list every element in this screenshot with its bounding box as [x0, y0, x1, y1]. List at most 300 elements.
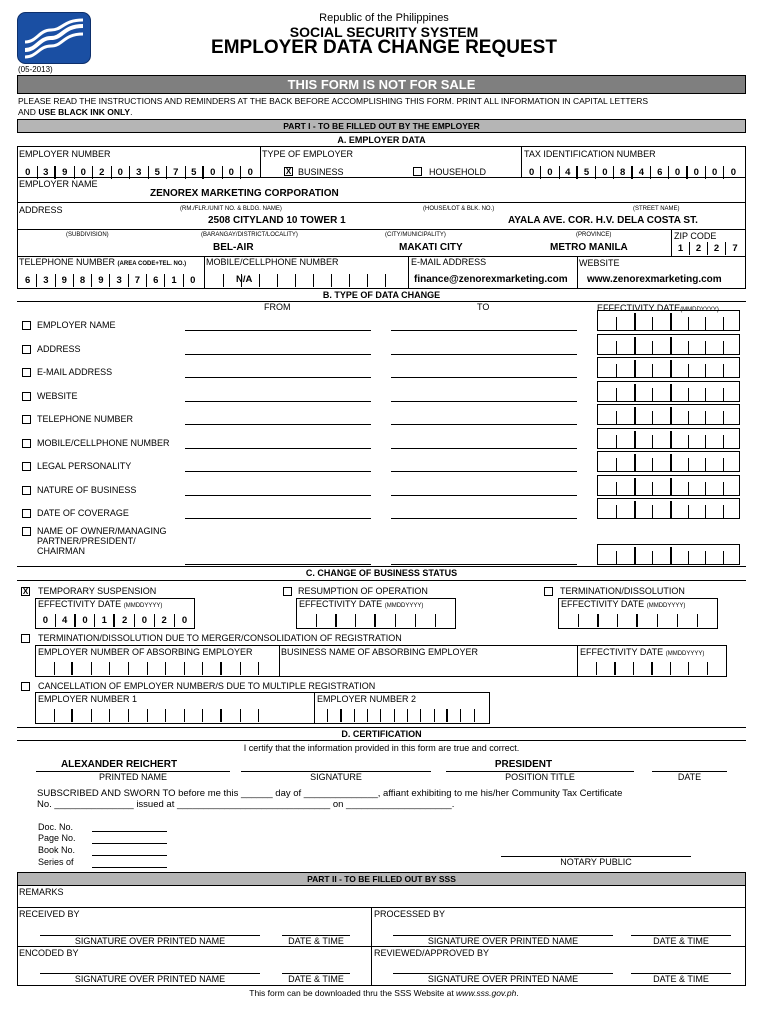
notary-label: NOTARY PUBLIC [560, 857, 632, 867]
digit-cell [222, 709, 241, 722]
digit-cell [148, 662, 167, 675]
date-tick [670, 337, 672, 354]
date-tick [616, 505, 617, 518]
date-tick [634, 431, 636, 448]
date-tick [616, 388, 617, 401]
email-value[interactable]: finance@zenorexmarketing.com [414, 274, 568, 285]
to-field[interactable] [391, 401, 577, 402]
to-field[interactable] [391, 564, 577, 565]
from-field[interactable] [185, 330, 371, 331]
absorb-name-label: BUSINESS NAME OF ABSORBING EMPLOYER [281, 647, 479, 657]
date-tick [723, 411, 724, 424]
date-tick [670, 431, 672, 448]
digit-cell [166, 662, 185, 675]
position-label: POSITION TITLE [505, 772, 575, 782]
date-tick [670, 547, 672, 564]
digit-cell: 6 [19, 274, 37, 287]
digit-cell [315, 709, 328, 722]
date-tick [652, 551, 653, 564]
digit-cell [355, 709, 368, 722]
date-tick [723, 341, 724, 354]
remarks-label: REMARKS [19, 887, 64, 897]
date-tick [705, 482, 706, 495]
to-field[interactable] [391, 377, 577, 378]
digit-cell: 3 [37, 274, 55, 287]
addr-brgy-label: (BARANGAY/DISTRICT/LOCALITY) [201, 232, 298, 238]
change-checkbox[interactable] [22, 392, 31, 401]
digit-cell: 8 [74, 274, 92, 287]
digit-cell: 9 [56, 166, 75, 179]
to-label: TO [477, 302, 490, 312]
reviewed-sig-label: SIGNATURE OVER PRINTED NAME [427, 974, 579, 984]
from-field[interactable] [185, 377, 371, 378]
instructions-line2: AND USE BLACK INK ONLY. [18, 107, 133, 117]
date-tick [705, 458, 706, 471]
date-tick [616, 364, 617, 377]
from-field[interactable] [185, 448, 371, 449]
from-label: FROM [264, 302, 291, 312]
date-tick [634, 501, 636, 518]
reviewed-date-label: DATE & TIME [653, 974, 709, 984]
date-tick [616, 411, 617, 424]
digit-cell [616, 662, 634, 675]
address-label: ADDRESS [19, 205, 63, 215]
digit-cell: 0 [135, 614, 155, 627]
digit-cell [206, 274, 224, 287]
date-tick [705, 317, 706, 330]
date-tick [652, 341, 653, 354]
printed-name-label: PRINTED NAME [98, 772, 167, 782]
effectivity-date-field[interactable] [597, 475, 740, 496]
date-tick [688, 551, 689, 564]
employer-name-label: EMPLOYER NAME [19, 179, 98, 189]
digit-cell [185, 709, 204, 722]
date-tick [688, 411, 689, 424]
date-tick [688, 435, 689, 448]
effectivity-date-field[interactable] [597, 451, 740, 472]
change-item-label: WEBSITE [37, 391, 78, 401]
date-tick [705, 411, 706, 424]
digit-cell: 8 [614, 166, 632, 179]
change-checkbox[interactable] [22, 509, 31, 518]
date-tick [634, 478, 636, 495]
addr-prov-value[interactable]: METRO MANILA [550, 242, 628, 253]
digit-cell: 0 [669, 166, 687, 179]
date-tick [723, 505, 724, 518]
addr-brgy-value[interactable]: BEL-AIR [213, 242, 254, 253]
book-no-label: Book No. [38, 845, 76, 855]
termination-eff-date-label: EFFECTIVITY DATE (MMDDYYYY) [561, 599, 686, 609]
digit-cell: 5 [186, 166, 205, 179]
date-tick [705, 435, 706, 448]
date-tick [688, 317, 689, 330]
date-tick [705, 505, 706, 518]
date-tick [688, 388, 689, 401]
form-code: (05-2013) [18, 65, 53, 74]
effectivity-date-field[interactable] [597, 498, 740, 519]
date-tick [705, 364, 706, 377]
change-item-label: LEGAL PERSONALITY [37, 461, 132, 471]
date-tick [723, 388, 724, 401]
from-field[interactable] [185, 564, 371, 565]
mobile-value: N/A [236, 274, 253, 285]
date-tick [634, 337, 636, 354]
digit-cell: 0 [19, 166, 38, 179]
household-label: HOUSEHOLD [429, 167, 487, 177]
date-tick [688, 505, 689, 518]
agency-name: SOCIAL SECURITY SYSTEM [289, 24, 479, 40]
date-tick [652, 364, 653, 377]
addr-city-label: (CITY/MUNICIPALITY) [385, 232, 446, 238]
digit-cell: 0 [76, 614, 96, 627]
date-tick [652, 411, 653, 424]
merger-label: TERMINATION/DISSOLUTION DUE TO MERGER/CONSOLIDATION OF REGISTRATION [38, 633, 402, 643]
digit-cell [597, 662, 615, 675]
digit-cell [368, 709, 381, 722]
date-tick [670, 407, 672, 424]
to-field[interactable] [391, 518, 577, 519]
digit-cell [222, 662, 241, 675]
digit-cell: 1 [95, 614, 115, 627]
digit-cell [435, 709, 448, 722]
digit-cell [260, 274, 278, 287]
digit-cell [416, 614, 436, 627]
date-tick [705, 551, 706, 564]
digit-cell: 0 [75, 166, 94, 179]
change-checkbox[interactable] [22, 462, 31, 471]
sss-website-link[interactable]: www.sss.gov.ph [456, 988, 517, 998]
digit-cell [708, 662, 726, 675]
change-checkbox[interactable] [22, 527, 31, 536]
digit-cell [579, 662, 597, 675]
digit-cell [396, 614, 416, 627]
date-tick [670, 454, 672, 471]
part2-header: PART II - TO BE FILLED OUT BY SSS [17, 872, 746, 886]
digit-cell: 2 [115, 614, 135, 627]
digit-cell [241, 709, 260, 722]
change-item-label: MOBILE/CELLPHONE NUMBER [37, 438, 170, 448]
temp-eff-date-field[interactable] [36, 614, 194, 627]
date-tick [634, 313, 636, 330]
tin-label: TAX IDENTIFICATION NUMBER [524, 149, 656, 159]
cancellation-checkbox[interactable] [21, 682, 30, 691]
change-item-label: PARTNER/PRESIDENT/ [37, 536, 136, 546]
business-checkbox[interactable]: X [285, 167, 292, 176]
employer-name-value[interactable]: ZENOREX MARKETING CORPORATION [150, 188, 339, 199]
date-tick [670, 313, 672, 330]
addr-city-value[interactable]: MAKATI CITY [399, 242, 463, 253]
digit-cell [73, 662, 92, 675]
digit-cell: 0 [730, 167, 737, 178]
cancellation-label: CANCELLATION OF EMPLOYER NUMBER/S DUE TO MULTIPLE REGISTRATION [38, 681, 376, 691]
absorb-number-field[interactable] [36, 662, 278, 675]
digit-cell: 2 [708, 242, 726, 255]
termination-eff-date-field[interactable] [559, 614, 717, 627]
digit-cell [296, 274, 314, 287]
digit-cell: 3 [130, 166, 149, 179]
digit-cell [36, 709, 55, 722]
digit-cell [342, 709, 355, 722]
digit-cell [678, 614, 698, 627]
digit-cell: 0 [181, 615, 188, 626]
digit-cell: 9 [92, 274, 110, 287]
change-checkbox[interactable] [22, 321, 31, 330]
date-tick [616, 482, 617, 495]
addr-subd-label: (SUBDIVISION) [66, 232, 109, 238]
date-tick [723, 482, 724, 495]
digit-cell [36, 662, 55, 675]
effectivity-date-field[interactable] [597, 544, 740, 565]
absorb-eff-date-label: EFFECTIVITY DATE (MMDDYYYY) [580, 647, 705, 657]
digit-cell: 0 [36, 614, 56, 627]
date-tick [723, 364, 724, 377]
digit-cell [350, 274, 368, 287]
household-checkbox[interactable] [413, 167, 422, 176]
employer-number-label: EMPLOYER NUMBER [19, 149, 111, 159]
change-item-label: NAME OF OWNER/MANAGING [37, 526, 167, 536]
from-field[interactable] [185, 518, 371, 519]
telephone-field[interactable] [19, 274, 202, 287]
page-no-label: Page No. [38, 833, 76, 843]
digit-cell [448, 709, 461, 722]
zip-code-label: ZIP CODE [674, 231, 717, 241]
change-item-label: TELEPHONE NUMBER [37, 414, 134, 424]
date-tick [616, 341, 617, 354]
digit-cell: 0 [596, 166, 614, 179]
digit-cell: 3 [110, 274, 128, 287]
date-tick [688, 458, 689, 471]
change-item-label: DATE OF COVERAGE [37, 508, 129, 518]
digit-cell: 4 [56, 614, 76, 627]
digit-cell: 7 [129, 274, 147, 287]
processed-by-label: PROCESSED BY [374, 909, 446, 919]
digit-cell [386, 274, 404, 287]
to-field[interactable] [391, 471, 577, 472]
footer-text: This form can be downloaded thru the SSS Website at www.sss.gov.ph. [249, 988, 519, 998]
digit-cell: 0 [112, 166, 131, 179]
certify-text: I certify that the information provided in this form are true and correct. [243, 743, 520, 753]
employer-number-2-label: EMPLOYER NUMBER 2 [317, 694, 417, 704]
from-field[interactable] [185, 495, 371, 496]
digit-cell [92, 662, 111, 675]
temp-suspension-checkbox[interactable]: X [22, 587, 29, 596]
digit-cell [148, 709, 167, 722]
addr-unit-value[interactable]: 2508 CITYLAND 10 TOWER 1 [208, 215, 346, 226]
change-checkbox[interactable] [22, 415, 31, 424]
processed-sig-label: SIGNATURE OVER PRINTED NAME [427, 936, 579, 946]
form-title: EMPLOYER DATA CHANGE REQUEST [211, 37, 557, 58]
digit-cell [395, 709, 408, 722]
digit-cell [579, 614, 599, 627]
digit-cell [356, 614, 376, 627]
date-tick [634, 547, 636, 564]
change-checkbox[interactable] [22, 486, 31, 495]
digit-cell [328, 709, 341, 722]
section-b-title: B. TYPE OF DATA CHANGE [322, 290, 441, 300]
processed-date-label: DATE & TIME [653, 936, 709, 946]
digit-cell [297, 614, 317, 627]
date-tick [616, 435, 617, 448]
employer-number-1-label: EMPLOYER NUMBER 1 [38, 694, 138, 704]
date-tick [652, 458, 653, 471]
tin-field[interactable] [523, 166, 743, 179]
date-tick [723, 435, 724, 448]
type-of-employer-label: TYPE OF EMPLOYER [262, 149, 354, 159]
resumption-eff-date-field[interactable] [297, 614, 455, 627]
addr-prov-label: (PROVINCE) [576, 232, 612, 238]
change-checkbox[interactable] [22, 368, 31, 377]
date-tick [723, 458, 724, 471]
effectivity-date-label: EFFECTIVITY DATE(MMDDYYYY) [597, 303, 719, 313]
doc-no-label: Doc. No. [38, 822, 74, 832]
to-field[interactable] [391, 330, 577, 331]
date-tick [634, 407, 636, 424]
email-label: E-MAIL ADDRESS [411, 257, 487, 267]
date-tick [616, 317, 617, 330]
digit-cell: 9 [56, 274, 74, 287]
signature-label: SIGNATURE [310, 772, 362, 782]
digit-cell [421, 709, 434, 722]
received-by-label: RECEIVED BY [19, 909, 80, 919]
digit-cell [55, 662, 74, 675]
digit-cell [129, 662, 148, 675]
digit-cell: 1 [165, 274, 183, 287]
merger-checkbox[interactable] [21, 634, 30, 643]
digit-cell [259, 662, 278, 675]
encoded-date-label: DATE & TIME [288, 974, 344, 984]
employer-number-field[interactable] [19, 166, 260, 179]
change-checkbox[interactable] [22, 345, 31, 354]
date-tick [616, 458, 617, 471]
digit-cell: 5 [578, 166, 596, 179]
change-item-label: E-MAIL ADDRESS [37, 367, 113, 377]
to-field[interactable] [391, 424, 577, 425]
digit-cell: 7 [732, 243, 738, 254]
effectivity-date-field[interactable] [597, 404, 740, 425]
date-tick [670, 501, 672, 518]
digit-cell: 5 [149, 166, 168, 179]
to-field[interactable] [391, 354, 577, 355]
digit-cell: 0 [204, 166, 223, 179]
digit-cell: 1 [672, 242, 690, 255]
digit-cell: 6 [651, 166, 669, 179]
republic-text: Republic of the Philippines [319, 12, 449, 24]
digit-cell: 4 [633, 166, 651, 179]
digit-cell: 2 [690, 242, 708, 255]
addr-house-label: (HOUSE/LOT & BLK. NO.) [423, 206, 495, 212]
position-value[interactable]: PRESIDENT [494, 759, 553, 770]
digit-cell [618, 614, 638, 627]
website-value[interactable]: www.zenorexmarketing.com [587, 274, 722, 285]
resumption-checkbox[interactable] [283, 587, 292, 596]
printed-name-value[interactable]: ALEXANDER REICHERT [60, 759, 178, 770]
termination-checkbox[interactable] [544, 587, 553, 596]
date-tick [652, 388, 653, 401]
digit-cell: 7 [167, 166, 186, 179]
digit-cell: 6 [147, 274, 165, 287]
employer-number-1-field[interactable] [36, 709, 278, 722]
section-d-title: D. CERTIFICATION [341, 729, 422, 739]
digit-cell: 0 [190, 275, 196, 286]
absorb-eff-date-field[interactable] [579, 662, 726, 675]
digit-cell: 0 [706, 166, 724, 179]
digit-cell [332, 274, 350, 287]
digit-cell: 0 [223, 166, 242, 179]
digit-cell [185, 662, 204, 675]
date-tick [616, 551, 617, 564]
date-tick [688, 482, 689, 495]
digit-cell [436, 614, 456, 627]
from-field[interactable] [185, 424, 371, 425]
digit-cell [92, 709, 111, 722]
effectivity-date-field[interactable] [597, 334, 740, 355]
date-label: DATE [677, 772, 702, 782]
digit-cell [259, 709, 278, 722]
change-item-label: ADDRESS [37, 344, 81, 354]
effectivity-date-field[interactable] [597, 357, 740, 378]
instructions-line1: PLEASE READ THE INSTRUCTIONS AND REMINDERS AT THE BACK BEFORE ACCOMPLISHING THIS FORM. PRINT ALL INFORMATION IN CAPITAL LETTERS [18, 96, 649, 106]
digit-cell [203, 662, 222, 675]
zip-code-field[interactable] [672, 242, 744, 255]
to-field[interactable] [391, 448, 577, 449]
digit-cell [475, 709, 488, 722]
effectivity-date-field[interactable] [597, 428, 740, 449]
date-tick [634, 454, 636, 471]
digit-cell [314, 274, 332, 287]
digit-cell [671, 662, 689, 675]
to-field[interactable] [391, 495, 577, 496]
digit-cell: 3 [38, 166, 57, 179]
digit-cell [689, 662, 707, 675]
date-tick [652, 435, 653, 448]
effectivity-date-field[interactable] [597, 381, 740, 402]
from-field[interactable] [185, 401, 371, 402]
from-field[interactable] [185, 471, 371, 472]
encoded-sig-label: SIGNATURE OVER PRINTED NAME [74, 974, 226, 984]
section-a-title: A. EMPLOYER DATA [337, 135, 426, 145]
digit-cell [653, 662, 671, 675]
sworn-line1: SUBSCRIBED AND SWORN TO before me this ______ day of ______________, affiant exhibiting to me his/her Community Tax Certificate [37, 788, 623, 799]
addr-street-value[interactable]: AYALA AVE. COR. H.V. DELA COSTA ST. [508, 215, 698, 226]
digit-cell [698, 614, 718, 627]
digit-cell: 0 [688, 166, 706, 179]
date-tick [652, 317, 653, 330]
date-tick [634, 384, 636, 401]
part1-header: PART I - TO BE FILLED OUT BY THE EMPLOYER [17, 119, 746, 133]
digit-cell [408, 709, 421, 722]
digit-cell: 2 [93, 166, 112, 179]
digit-cell [599, 614, 619, 627]
temp-eff-date-label: EFFECTIVITY DATE (MMDDYYYY) [38, 599, 163, 609]
addr-unit-label: (RM./FLR./UNIT NO. & BLDG. NAME) [180, 206, 282, 212]
employer-number-2-field[interactable] [315, 709, 488, 722]
date-tick [670, 478, 672, 495]
digit-cell [129, 709, 148, 722]
absorb-number-label: EMPLOYER NUMBER OF ABSORBING EMPLOYER [38, 647, 253, 657]
received-date-label: DATE & TIME [288, 936, 344, 946]
reviewed-by-label: REVIEWED/APPROVED BY [374, 948, 490, 958]
digit-cell [376, 614, 396, 627]
not-for-sale-banner [17, 75, 746, 94]
digit-cell [381, 709, 394, 722]
effectivity-date-field[interactable] [597, 310, 740, 331]
date-tick [723, 317, 724, 330]
digit-cell [110, 709, 129, 722]
from-field[interactable] [185, 354, 371, 355]
change-checkbox[interactable] [22, 439, 31, 448]
section-c-title: C. CHANGE OF BUSINESS STATUS [305, 568, 458, 578]
date-tick [723, 551, 724, 564]
